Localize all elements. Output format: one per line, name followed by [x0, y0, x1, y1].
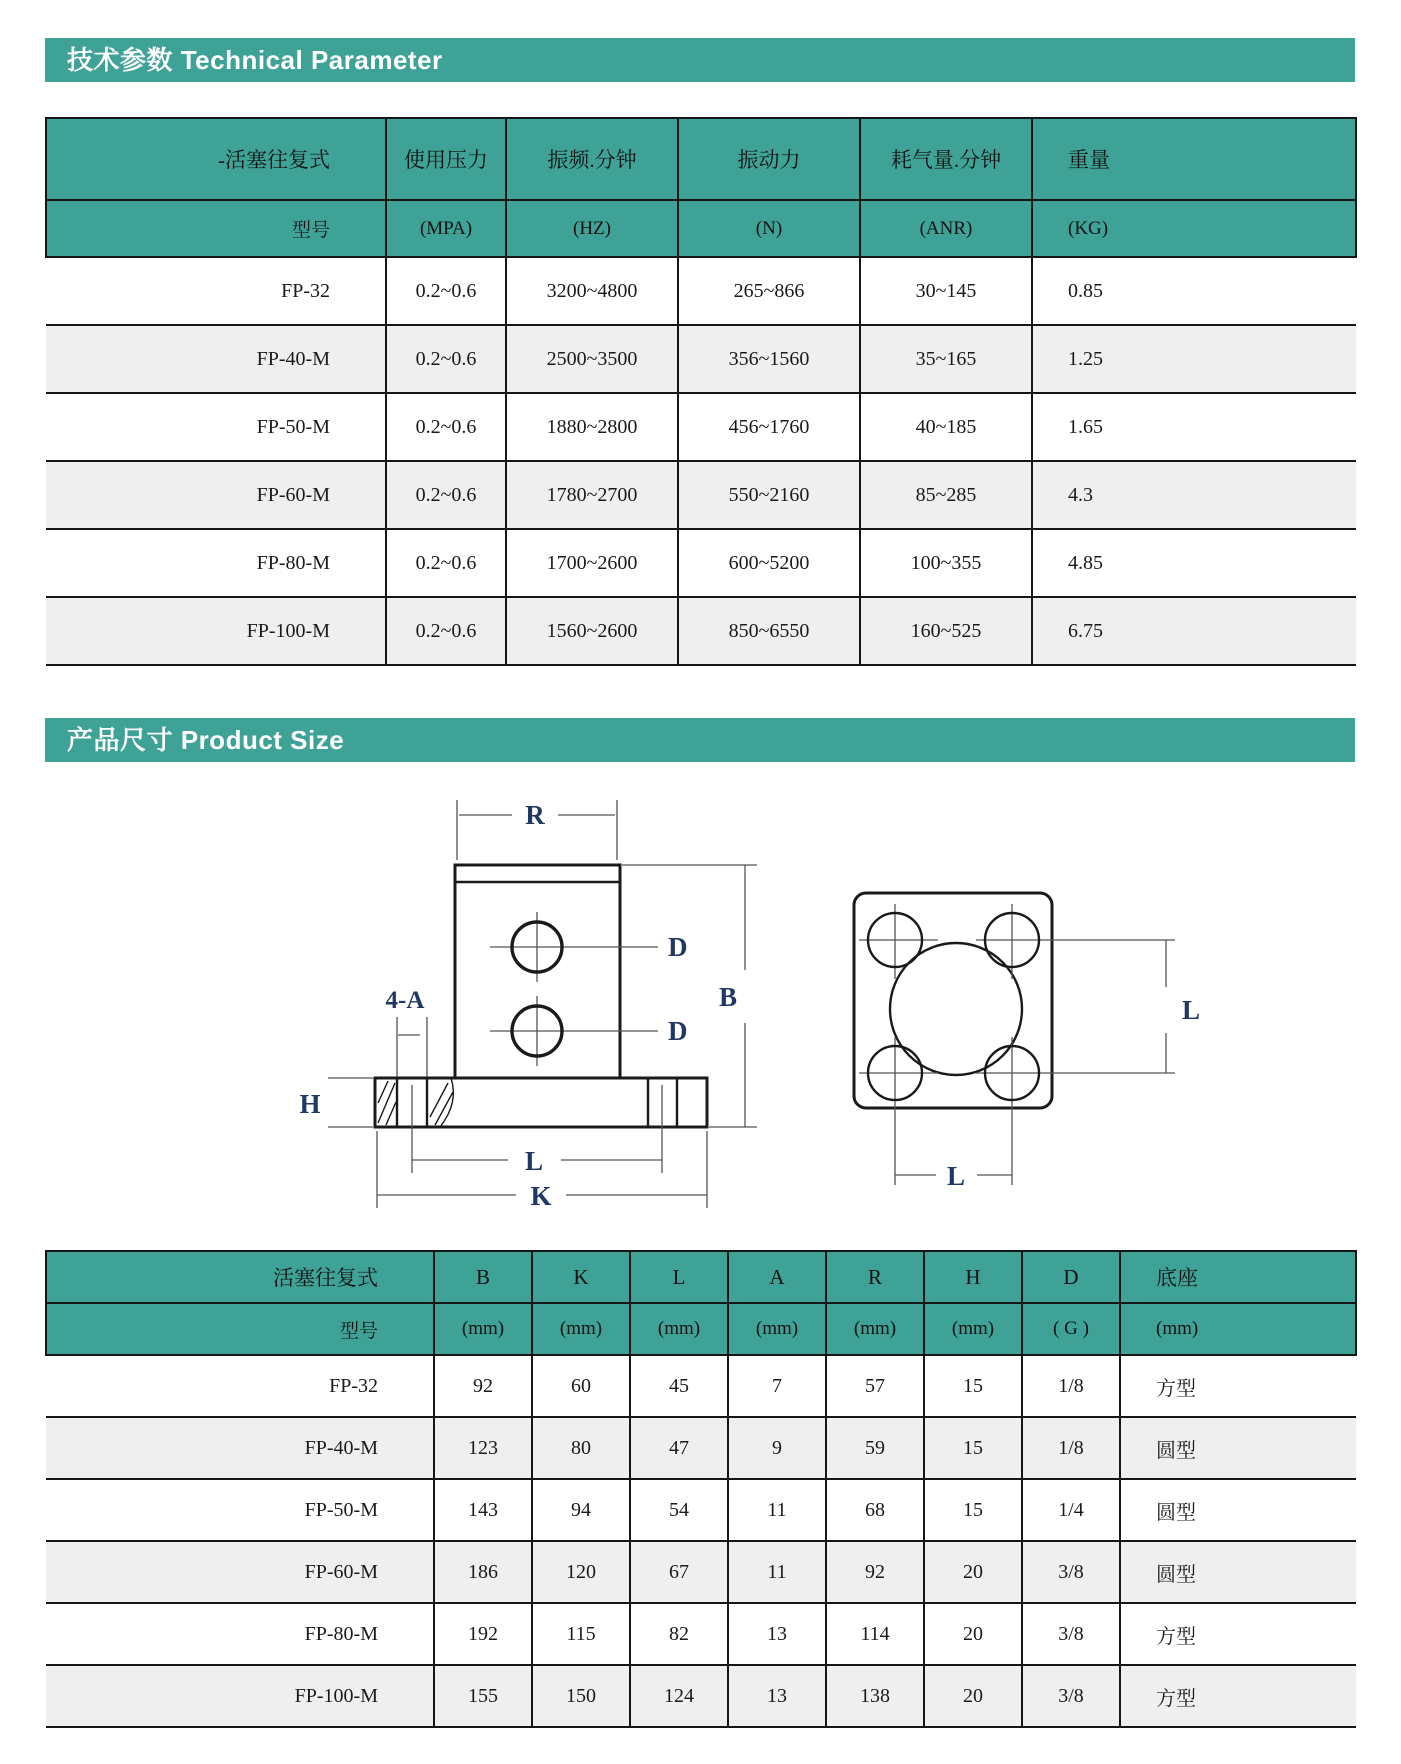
- data-cell: 150: [532, 1665, 630, 1727]
- data-cell: 54: [630, 1479, 728, 1541]
- data-cell: 13: [728, 1665, 826, 1727]
- table-row: [46, 597, 1356, 665]
- header-cell: (mm): [826, 1303, 924, 1355]
- data-cell: 124: [630, 1665, 728, 1727]
- dim-label-4A: 4-A: [385, 987, 425, 1014]
- data-cell: 160~525: [860, 597, 1032, 665]
- data-cell: 0.2~0.6: [386, 257, 506, 325]
- table-row: [46, 325, 1356, 393]
- data-cell: 3/8: [1022, 1541, 1120, 1603]
- data-cell: 11: [728, 1541, 826, 1603]
- header-cell: (KG): [1032, 200, 1356, 257]
- data-cell: 40~185: [860, 393, 1032, 461]
- data-cell: 20: [924, 1603, 1022, 1665]
- header-cell: D: [1022, 1251, 1120, 1303]
- product-size-table: [45, 1250, 1357, 1728]
- data-cell: FP-80-M: [46, 1603, 434, 1665]
- data-cell: 15: [924, 1417, 1022, 1479]
- data-cell: 0.2~0.6: [386, 325, 506, 393]
- data-cell: 11: [728, 1479, 826, 1541]
- header-cell: (HZ): [506, 200, 678, 257]
- table-header-row: [46, 1251, 1356, 1303]
- header-cell: 耗气量.分钟: [860, 118, 1032, 200]
- data-cell: 186: [434, 1541, 532, 1603]
- table-units-row: [46, 1303, 1356, 1355]
- product-dimension-drawing: [260, 765, 1260, 1245]
- header-cell: (ANR): [860, 200, 1032, 257]
- data-cell: 20: [924, 1665, 1022, 1727]
- header-cell: ( G ): [1022, 1303, 1120, 1355]
- data-cell: 94: [532, 1479, 630, 1541]
- data-cell: 1.25: [1032, 325, 1356, 393]
- dim-label-D-lower: D: [668, 1016, 688, 1046]
- table-row: [46, 1479, 1356, 1541]
- data-cell: 59: [826, 1417, 924, 1479]
- data-cell: 15: [924, 1479, 1022, 1541]
- data-cell: 方型: [1120, 1603, 1356, 1665]
- data-cell: 1880~2800: [506, 393, 678, 461]
- data-cell: 92: [434, 1355, 532, 1417]
- section-header-product-size: 产品尺寸 Product Size: [45, 718, 1355, 762]
- header-cell: A: [728, 1251, 826, 1303]
- data-cell: 1780~2700: [506, 461, 678, 529]
- data-cell: 方型: [1120, 1665, 1356, 1727]
- header-cell: 型号: [46, 1303, 434, 1355]
- data-cell: 0.2~0.6: [386, 529, 506, 597]
- header-cell: R: [826, 1251, 924, 1303]
- dim-label-K: K: [530, 1181, 552, 1211]
- technical-parameter-table: [45, 117, 1357, 666]
- data-cell: FP-50-M: [46, 393, 386, 461]
- table-row: [46, 529, 1356, 597]
- data-cell: 3/8: [1022, 1603, 1120, 1665]
- data-cell: FP-80-M: [46, 529, 386, 597]
- dim-label-R: R: [525, 800, 545, 830]
- data-cell: 265~866: [678, 257, 860, 325]
- data-cell: FP-60-M: [46, 1541, 434, 1603]
- table-row: [46, 1541, 1356, 1603]
- data-cell: 15: [924, 1355, 1022, 1417]
- data-cell: FP-60-M: [46, 461, 386, 529]
- data-cell: 20: [924, 1541, 1022, 1603]
- table-header-row: [46, 118, 1356, 200]
- table-row: [46, 461, 1356, 529]
- data-cell: 82: [630, 1603, 728, 1665]
- dim-label-B: B: [718, 982, 738, 1012]
- data-cell: 100~355: [860, 529, 1032, 597]
- header-cell: (mm): [532, 1303, 630, 1355]
- header-cell: (MPA): [386, 200, 506, 257]
- dim-label-L-bottom: L: [946, 1161, 966, 1191]
- header-cell: (mm): [1120, 1303, 1356, 1355]
- data-cell: 114: [826, 1603, 924, 1665]
- data-cell: 80: [532, 1417, 630, 1479]
- data-cell: 圆型: [1120, 1541, 1356, 1603]
- header-cell: (mm): [924, 1303, 1022, 1355]
- data-cell: FP-50-M: [46, 1479, 434, 1541]
- data-cell: 115: [532, 1603, 630, 1665]
- header-cell: H: [924, 1251, 1022, 1303]
- table-row: [46, 1355, 1356, 1417]
- data-cell: 6.75: [1032, 597, 1356, 665]
- section-header-technical-parameter: 技术参数 Technical Parameter: [45, 38, 1355, 82]
- header-cell: 底座: [1120, 1251, 1356, 1303]
- table-row: [46, 257, 1356, 325]
- data-cell: 35~165: [860, 325, 1032, 393]
- data-cell: 850~6550: [678, 597, 860, 665]
- data-cell: 3/8: [1022, 1665, 1120, 1727]
- data-cell: 120: [532, 1541, 630, 1603]
- header-cell: B: [434, 1251, 532, 1303]
- data-cell: FP-100-M: [46, 597, 386, 665]
- header-cell: (N): [678, 200, 860, 257]
- data-cell: 2500~3500: [506, 325, 678, 393]
- data-cell: 13: [728, 1603, 826, 1665]
- data-cell: 3200~4800: [506, 257, 678, 325]
- data-cell: 1.65: [1032, 393, 1356, 461]
- data-cell: FP-32: [46, 257, 386, 325]
- table-row: [46, 393, 1356, 461]
- header-cell: 振动力: [678, 118, 860, 200]
- dim-label-H: H: [299, 1089, 321, 1119]
- table-units-row: [46, 200, 1356, 257]
- header-cell: L: [630, 1251, 728, 1303]
- data-cell: 92: [826, 1541, 924, 1603]
- data-cell: 85~285: [860, 461, 1032, 529]
- data-cell: 138: [826, 1665, 924, 1727]
- table-row: [46, 1665, 1356, 1727]
- header-cell: 活塞往复式: [46, 1251, 434, 1303]
- header-cell: (mm): [434, 1303, 532, 1355]
- dim-label-L-side: L: [1182, 995, 1201, 1025]
- data-cell: 600~5200: [678, 529, 860, 597]
- data-cell: 356~1560: [678, 325, 860, 393]
- data-cell: 68: [826, 1479, 924, 1541]
- header-cell: 重量: [1032, 118, 1356, 200]
- data-cell: 7: [728, 1355, 826, 1417]
- data-cell: 47: [630, 1417, 728, 1479]
- data-cell: 1/8: [1022, 1355, 1120, 1417]
- data-cell: 0.2~0.6: [386, 393, 506, 461]
- data-cell: 67: [630, 1541, 728, 1603]
- header-cell: 振频.分钟: [506, 118, 678, 200]
- data-cell: 155: [434, 1665, 532, 1727]
- data-cell: 4.85: [1032, 529, 1356, 597]
- data-cell: 4.3: [1032, 461, 1356, 529]
- data-cell: 1/8: [1022, 1417, 1120, 1479]
- data-cell: 圆型: [1120, 1417, 1356, 1479]
- header-cell: (mm): [728, 1303, 826, 1355]
- data-cell: 550~2160: [678, 461, 860, 529]
- data-cell: 60: [532, 1355, 630, 1417]
- data-cell: 1560~2600: [506, 597, 678, 665]
- data-cell: 方型: [1120, 1355, 1356, 1417]
- data-cell: 圆型: [1120, 1479, 1356, 1541]
- header-cell: (mm): [630, 1303, 728, 1355]
- data-cell: 57: [826, 1355, 924, 1417]
- header-cell: -活塞往复式: [46, 118, 386, 200]
- header-cell: K: [532, 1251, 630, 1303]
- data-cell: 0.2~0.6: [386, 461, 506, 529]
- data-cell: FP-32: [46, 1355, 434, 1417]
- table-row: [46, 1603, 1356, 1665]
- data-cell: 0.85: [1032, 257, 1356, 325]
- data-cell: FP-40-M: [46, 325, 386, 393]
- data-cell: 9: [728, 1417, 826, 1479]
- data-cell: 1/4: [1022, 1479, 1120, 1541]
- data-cell: FP-100-M: [46, 1665, 434, 1727]
- data-cell: 0.2~0.6: [386, 597, 506, 665]
- data-cell: 30~145: [860, 257, 1032, 325]
- data-cell: 192: [434, 1603, 532, 1665]
- header-cell: 使用压力: [386, 118, 506, 200]
- data-cell: 143: [434, 1479, 532, 1541]
- header-cell: 型号: [46, 200, 386, 257]
- dim-label-D-upper: D: [668, 932, 688, 962]
- data-cell: 45: [630, 1355, 728, 1417]
- data-cell: 123: [434, 1417, 532, 1479]
- data-cell: 456~1760: [678, 393, 860, 461]
- table-row: [46, 1417, 1356, 1479]
- dim-label-L-front: L: [524, 1146, 544, 1176]
- data-cell: 1700~2600: [506, 529, 678, 597]
- data-cell: FP-40-M: [46, 1417, 434, 1479]
